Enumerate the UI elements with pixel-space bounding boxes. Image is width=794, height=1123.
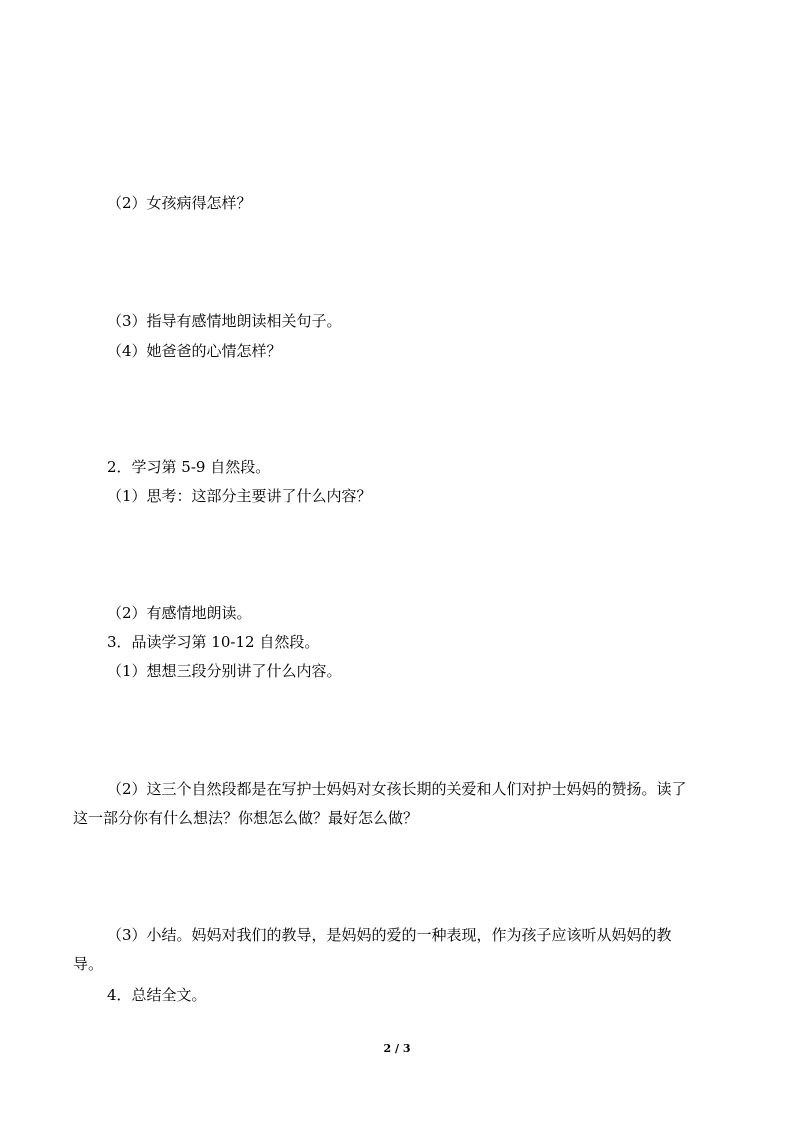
section-2-heading: 2．学习第 5-9 自然段。 (107, 458, 271, 476)
section-3-question-2-line-1: （2）这三个自然段都是在写护士妈妈对女孩长期的关爱和人们对护士妈妈的赞扬。读了 (107, 780, 687, 798)
section-4-heading: 4．总结全文。 (107, 986, 207, 1004)
question-4-father-mood: （4）她爸爸的心情怎样？ (107, 342, 282, 360)
question-3-read-aloud: （3）指导有感情地朗读相关句子。 (107, 312, 342, 330)
question-2-illness: （2）女孩病得怎样？ (107, 194, 252, 212)
section-3-question-1: （1）想想三段分别讲了什么内容。 (107, 662, 342, 680)
section-3-summary-line-2: 导。 (73, 955, 104, 973)
section-2-question-1: （1）思考：这部分主要讲了什么内容？ (107, 487, 372, 505)
section-3-heading: 3．品读学习第 10-12 自然段。 (107, 633, 320, 651)
section-3-summary-line-1: （3）小结。妈妈对我们的教导，是妈妈的爱的一种表现，作为孩子应该听从妈妈的教 (107, 926, 672, 944)
section-3-question-2-line-2: 这一部分你有什么想法？你想怎么做？最好怎么做？ (73, 809, 419, 827)
section-2-question-2: （2）有感情地朗读。 (107, 604, 252, 622)
page-number: 2 / 3 (383, 1042, 411, 1055)
